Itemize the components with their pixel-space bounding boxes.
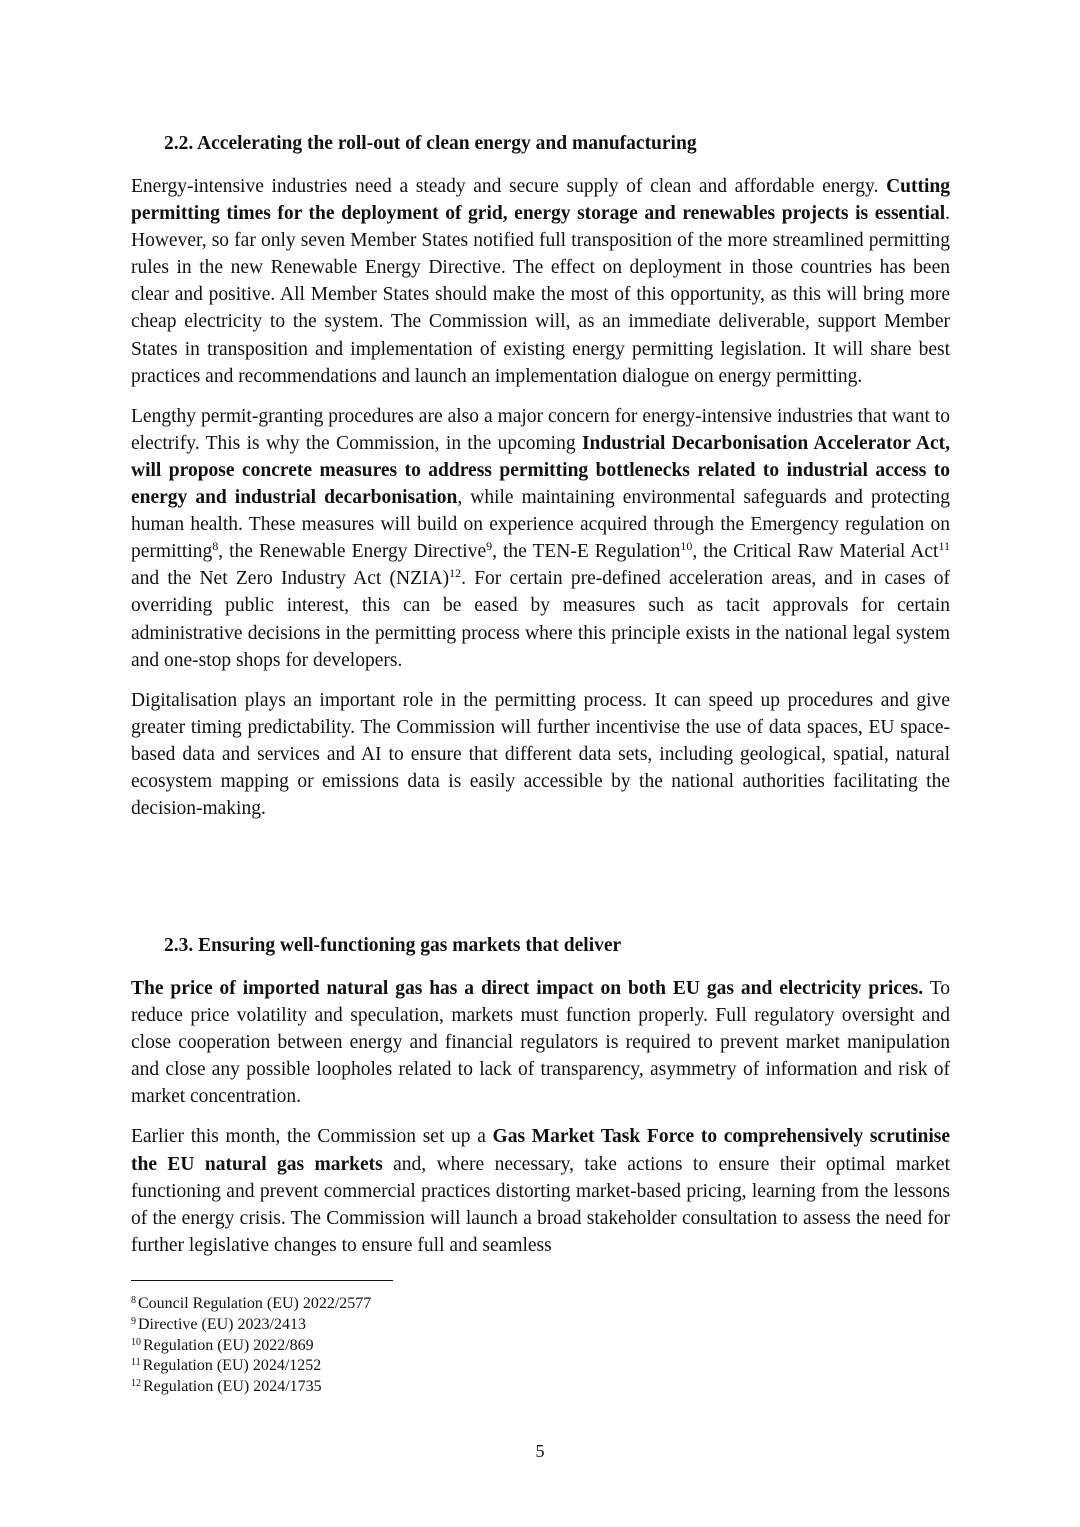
footnote-ref-10[interactable]: 10	[680, 539, 693, 554]
footnote-10: $^{10}$ Regulation (EU) 2022/869	[131, 1336, 314, 1354]
footnote-11: $^{11}$ Regulation (EU) 2024/1252	[131, 1357, 322, 1375]
footnote-ref-11[interactable]: 11	[938, 539, 950, 554]
paragraph-2-2-2: Lengthy permit-granting procedures are also a major concern for energy-intensive industries that want to electrify. This is why the Commission, in the upcoming Industrial Decarbonisation Accelerator Act, will propose concrete measures to address permitting bottlenecks related to industrial access to energy and industrial decarbonisation, while maintaining environmental safeguards and protecting human health. These measures will build on experience acquired through the Emergency regulation on permitting$^8$, the Renewable Energy Directive$^9$, the TEN-E Regulation$^{10}$, the Critical Raw Material Act$^{11}$ and the Net Zero Industry Act (NZIA)$^{12}$. For certain pre-defined acceleration areas, and in cases of overriding public interest, this can be eased by measures such as tacit approvals for certain administrative decisions in the permitting process where this principle exists in the national legal system and one-stop shops for developers.	[131, 405, 950, 671]
bold-emphasis: The price of imported natural gas has a direct impact on both EU gas and electricity prices.	[131, 978, 924, 999]
footnote-12: $^{12}$ Regulation (EU) 2024/1735	[131, 1378, 322, 1396]
footnote-ref-8[interactable]: 8	[212, 539, 219, 554]
footnote-8: $^8$ Council Regulation (EU) 2022/2577	[131, 1295, 372, 1312]
paragraph-2-3-1: The price of imported natural gas has a direct impact on both EU gas and electricity prices. To reduce price volatility and speculation, markets must function properly. Full regulatory oversight and close cooperation between energy and financial regulators is required to prevent market manipulation and close any possible loopholes related to lack of transparency, asymmetry of information and risk of market concentration.	[131, 978, 950, 1108]
footnotes	[131, 1294, 371, 1398]
footnote-divider	[131, 1280, 393, 1281]
bold-emphasis: Cutting permitting times for the deployment of grid, energy storage and renewables projects is essential	[131, 176, 950, 225]
paragraph-2-3-2: Earlier this month, the Commission set up a Gas Market Task Force to comprehensively scrutinise the EU natural gas markets and, where necessary, take actions to ensure their optimal market functioning and prevent commercial practices distorting market-based pricing, learning from the lessons of the energy crisis. The Commission will launch a broad stakeholder consultation to assess the need for further legislative changes to ensure full and seamless	[131, 1126, 950, 1256]
paragraph-2-2-1: Energy-intensive industries need a steady and secure supply of clean and affordable energy. Cutting permitting times for the deployment of grid, energy storage and renewables projects is essential. However, so far only seven Member States notified full transposition of the more streamlined permitting rules in the new Renewable Energy Directive. The effect on deployment in those countries has been clear and positive. All Member States should make the most of this opportunity, as this will bring more cheap electricity to the system. The Commission will, as an immediate deliverable, support Member States in transposition and implementation of existing energy permitting legislation. It will share best practices and recommendations and launch an implementation dialogue on energy permitting.	[131, 176, 950, 387]
section-heading-2-3: 2.3. Ensuring well-functioning gas markets that deliver	[164, 935, 622, 956]
section-2-3	[131, 933, 950, 1259]
page-number: 5	[535, 1441, 545, 1461]
bold-emphasis: Gas Market Task Force to comprehensively scrutinise the EU natural gas markets	[131, 1126, 950, 1175]
footnote-ref-12[interactable]: 12	[449, 566, 462, 581]
bold-emphasis: Industrial Decarbonisation Accelerator Act, will propose concrete measures to address permitting bottlenecks related to industrial access to energy and industrial decarbonisation	[131, 432, 950, 509]
paragraph-2-2-3: Digitalisation plays an important role in the permitting process. It can speed up procedures and give greater timing predictability. The Commission will further incentivise the use of data spaces, EU space-based data and services and AI to ensure that different data sets, including geological, spatial, natural ecosystem mapping or emissions data is easily accessible by the national authorities facilitating the decision-making.	[131, 689, 950, 820]
section-2-2	[131, 131, 950, 822]
section-heading-2-2: 2.2. Accelerating the roll-out of clean energy and manufacturing	[164, 133, 697, 154]
footnote-9: $^9$ Directive (EU) 2023/2413	[131, 1315, 306, 1333]
footnote-ref-9[interactable]: 9	[486, 539, 493, 554]
